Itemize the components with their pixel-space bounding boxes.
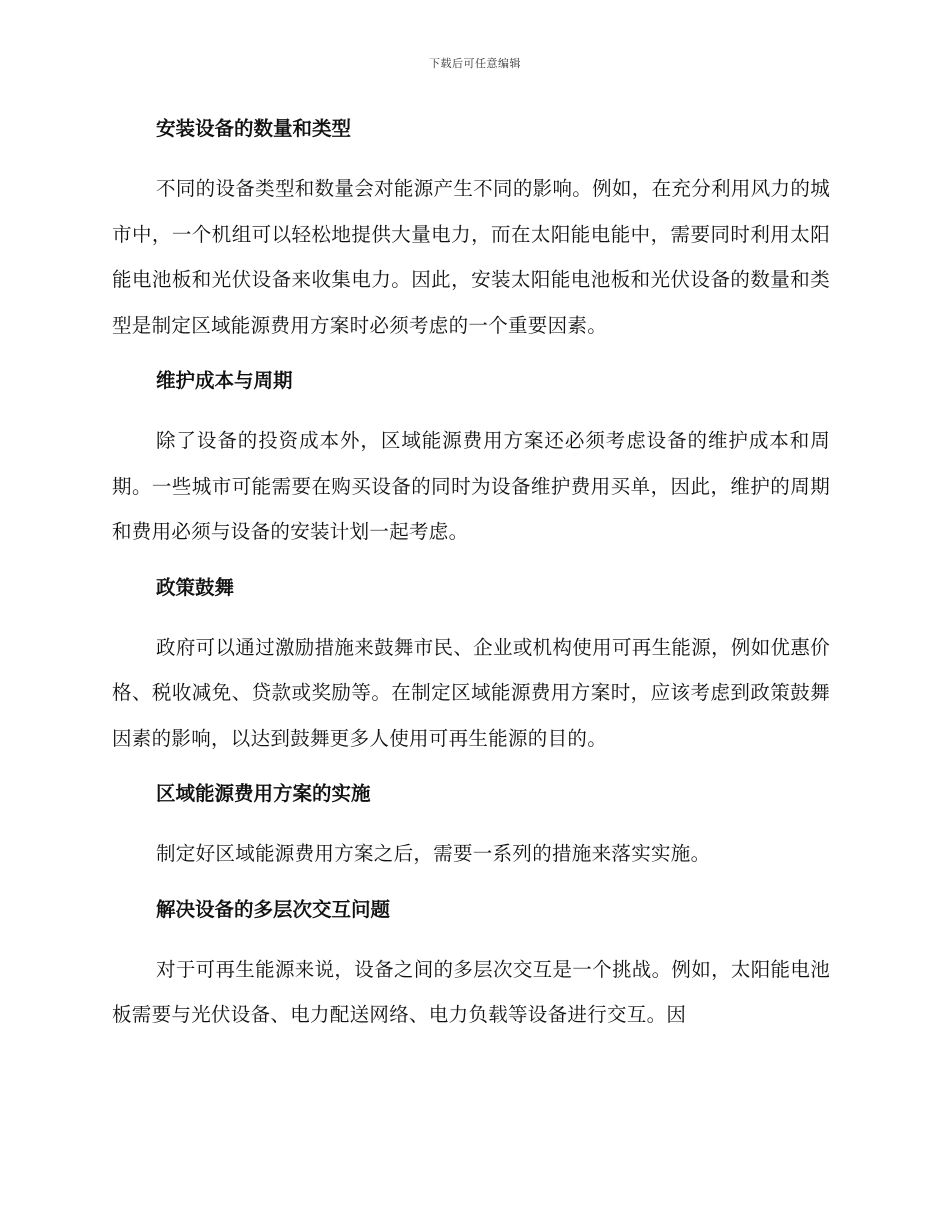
section-policy-encouragement	[112, 569, 830, 762]
section-paragraph: 除了设备的投资成本外，区域能源费用方案还必须考虑设备的维护成本和周期。一些城市可能需要在购买设备的同时为设备维护费用买单，因此，维护的周期和费用必须与设备的安装计划一起考虑。	[112, 429, 830, 543]
section-paragraph: 不同的设备类型和数量会对能源产生不同的影响。例如，在充分利用风力的城市中，一个机组可以轻松地提供大量电力，而在太阳能电能中，需要同时利用太阳能电池板和光伏设备来收集电力。因此，安装太阳能电池板和光伏设备的数量和类型是制定区域能源费用方案时必须考虑的一个重要因素。	[112, 177, 830, 337]
section-heading: 解决设备的多层次交互问题	[156, 897, 391, 921]
section-heading: 政策鼓舞	[156, 575, 235, 599]
section-plan-implementation	[112, 775, 830, 877]
section-equipment-quantity-type	[112, 110, 830, 348]
document-body	[112, 110, 830, 1052]
page-header-note: 下载后可任意编辑	[429, 57, 521, 70]
section-heading: 区域能源费用方案的实施	[156, 782, 371, 805]
section-paragraph: 政府可以通过激励措施来鼓舞市民、企业或机构使用可再生能源，例如优惠价格、税收减免、贷款或奖励等。在制定区域能源费用方案时，应该考虑到政策鼓舞因素的影响，以达到鼓舞更多人使用可再生能源的目的。	[112, 635, 830, 750]
section-paragraph: 制定好区域能源费用方案之后，需要一系列的措施来落实实施。	[156, 842, 711, 865]
section-heading: 安装设备的数量和类型	[156, 117, 352, 140]
section-paragraph: 对于可再生能源来说，设备之间的多层次交互是一个挑战。例如，太阳能电池板需要与光伏设备、电力配送网络、电力负载等设备进行交互。因	[112, 957, 830, 1026]
section-heading: 维护成本与周期	[156, 369, 293, 392]
section-multilayer-interaction	[112, 891, 830, 1038]
section-maintenance-cost-cycle	[112, 362, 830, 555]
